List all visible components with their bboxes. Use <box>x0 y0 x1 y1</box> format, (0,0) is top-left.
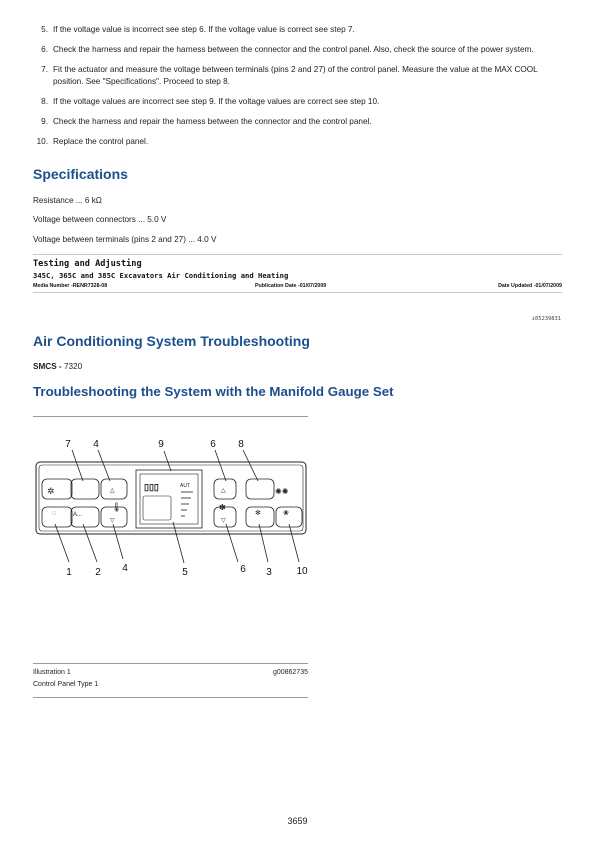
callout-10: 10 <box>296 566 308 577</box>
ac-icon: ✻ <box>255 510 261 517</box>
callout-4: 4 <box>93 439 99 450</box>
callout-4: 4 <box>122 563 128 574</box>
thermometer-icon: 🌡 <box>111 502 123 512</box>
callout-8: 8 <box>238 439 244 450</box>
smcs-line <box>33 362 82 371</box>
fan-speed-icon: ✽ <box>219 503 226 512</box>
doc-subtitle: 345C, 365C and 385C Excavators Air Conditioning and Heating <box>33 271 289 280</box>
publication-date: Publication Date -01/07/2009 <box>255 283 327 289</box>
up-arrow-icon: △ <box>110 488 115 494</box>
leader-line <box>164 451 171 471</box>
step-number: 6. <box>41 45 48 54</box>
leader-line <box>83 524 97 562</box>
page-number: 3659 <box>287 816 308 826</box>
control-panel-illustration <box>33 432 309 582</box>
button-8 <box>246 479 274 499</box>
step-number: 8. <box>41 96 48 106</box>
callout-1: 1 <box>66 567 72 578</box>
media-number: Media Number -RENR7328-08 <box>33 283 108 289</box>
defrost-icon: ✺✺ <box>275 487 289 496</box>
date-updated: Date Updated -01/07/2009 <box>498 283 562 289</box>
list-item <box>33 64 563 87</box>
smcs-code: 7320 <box>63 362 83 371</box>
list-item <box>33 44 563 56</box>
spec-voltage-terminals: Voltage between terminals (pins 2 and 27) ... 4.0 V <box>33 235 217 244</box>
callout-7: 7 <box>65 439 71 450</box>
leader-line <box>259 524 268 562</box>
divider <box>33 292 562 293</box>
document-id: i05239831 <box>531 316 561 322</box>
leader-line <box>226 524 238 562</box>
specifications-heading: Specifications <box>33 166 128 182</box>
leader-line <box>113 524 123 559</box>
subsection-title: Troubleshooting the System with the Manifold Gauge Set <box>33 384 394 399</box>
leader-line <box>289 524 299 562</box>
step-number: 5. <box>41 25 48 34</box>
figure-top-rule <box>33 416 308 417</box>
list-item <box>33 96 563 108</box>
button-7 <box>71 479 99 499</box>
leader-line <box>55 524 69 562</box>
divider <box>33 254 562 255</box>
spec-resistance: Resistance ... 6 kΩ <box>33 196 102 205</box>
figure-caption <box>33 667 308 691</box>
callout-3: 3 <box>266 567 272 578</box>
leader-line <box>98 450 110 481</box>
step-number: 9. <box>41 116 48 126</box>
step-list <box>33 24 563 156</box>
graphic-id: g00862735 <box>272 669 308 676</box>
leader-line <box>215 450 226 481</box>
step-text: Check the harness and repair the harness between the connector and the control panel. Also, check the source of the power system. <box>53 45 534 54</box>
step-text: Replace the control panel. <box>53 136 149 146</box>
leader-line <box>72 450 83 481</box>
doc-type-title: Testing and Adjusting <box>33 259 142 269</box>
leader-line <box>243 450 258 481</box>
step-number: 10. <box>36 136 48 146</box>
fan-icon: ✲ <box>47 486 55 496</box>
step-text: Check the harness and repair the harness between the connector and the control panel. <box>53 116 372 126</box>
section-title: Air Conditioning System Troubleshooting <box>33 333 310 349</box>
step-text: Fit the actuator and measure the voltage between terminals (pins 2 and 27) of the control panel. Measure the value at the MAX COOL position. See "Specifications". Proceed to step 8. <box>53 65 538 86</box>
step-number: 7. <box>41 65 48 74</box>
button-1 <box>42 507 72 527</box>
up-arrow-icon: △ <box>221 488 226 494</box>
callout-6: 6 <box>210 439 216 450</box>
down-arrow-icon: ▽ <box>221 518 226 524</box>
cycle-icon: ◌ <box>52 510 57 517</box>
figure-bottom-rule <box>33 697 308 698</box>
illustration-label: Illustration 1 <box>33 669 71 676</box>
display-digits: ▯▯▯ <box>144 482 159 492</box>
display-seat-icon <box>143 496 171 520</box>
display-auto-text: AUT <box>180 483 190 489</box>
step-text: If the voltage value is incorrect see step 6. If the voltage value is correct see step 7. <box>53 25 355 34</box>
recirc-icon: ❀ <box>283 510 289 517</box>
callout-2: 2 <box>95 567 101 578</box>
callout-6: 6 <box>240 564 246 575</box>
display-frame <box>136 470 202 528</box>
spec-voltage-connectors: Voltage between connectors ... 5.0 V <box>33 215 167 224</box>
callout-5: 5 <box>182 567 188 578</box>
figure-caption-rule <box>33 663 308 664</box>
smcs-label: SMCS - <box>33 362 62 371</box>
down-arrow-icon: ▽ <box>110 518 115 524</box>
list-item <box>33 116 563 128</box>
list-item <box>33 24 563 36</box>
figure-caption-text: Control Panel Type 1 <box>33 681 99 688</box>
callout-9: 9 <box>158 439 164 450</box>
auto-button-text: A... <box>73 512 83 518</box>
list-item <box>33 136 563 148</box>
step-text: If the voltage values are incorrect see step 9. If the voltage values are correct see step 10. <box>53 96 380 106</box>
